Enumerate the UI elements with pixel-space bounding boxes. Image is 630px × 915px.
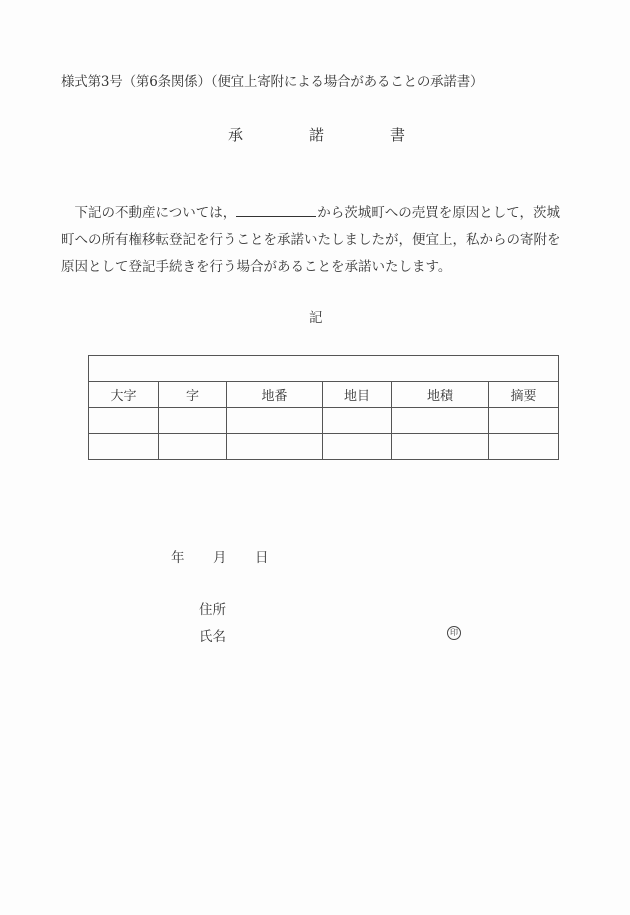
body-line-1-after: から茨城町への売買を原因として，茨城: [317, 205, 560, 221]
cell-chimoku[interactable]: [323, 408, 392, 434]
table-row: [89, 408, 559, 434]
header-chiseki: 地積: [392, 382, 489, 408]
title-char-1: 承: [228, 126, 244, 144]
header-chimoku: 地目: [323, 382, 392, 408]
body-line-2: 町への所有権移転登記を行うことを承諾いたしましたが，便宜上，私からの寄附を: [61, 232, 561, 248]
cell-aza[interactable]: [159, 408, 227, 434]
header-tekiyo: 摘要: [489, 382, 559, 408]
date-month-label: 月: [213, 550, 227, 566]
cell-aza[interactable]: [159, 434, 227, 460]
cell-tekiyo[interactable]: [489, 434, 559, 460]
body-line-1: [61, 200, 581, 227]
title-char-2: 諾: [309, 126, 325, 144]
seal-icon: 印: [447, 626, 461, 640]
table-header-row: [89, 382, 559, 408]
seller-name-blank[interactable]: [236, 202, 316, 217]
cell-chiban[interactable]: [227, 408, 323, 434]
cell-tekiyo[interactable]: [489, 408, 559, 434]
cell-chiseki[interactable]: [392, 408, 489, 434]
cell-chiban[interactable]: [227, 434, 323, 460]
cell-oaza[interactable]: [89, 408, 159, 434]
consent-body: [61, 200, 581, 281]
table-title-cell[interactable]: [89, 356, 559, 382]
title-char-3: 書: [390, 126, 406, 144]
header-chiban: 地番: [227, 382, 323, 408]
property-table: [88, 355, 559, 460]
cell-oaza[interactable]: [89, 434, 159, 460]
address-label: 住所: [199, 602, 226, 618]
table-title-row: [89, 356, 559, 382]
table-row: [89, 434, 559, 460]
form-number-heading: 様式第3号（第6条関係）（便宜上寄附による場合があることの承諾書）: [61, 74, 484, 90]
ki-label: 記: [309, 310, 323, 326]
body-line-1-before: 下記の不動産については，: [61, 205, 237, 221]
body-line-3: 原因として登記手続きを行う場合があることを承諾いたします。: [61, 259, 452, 275]
cell-chimoku[interactable]: [323, 434, 392, 460]
date-day-label: 日: [255, 550, 269, 566]
date-year-label: 年: [171, 550, 185, 566]
header-aza: 字: [159, 382, 227, 408]
name-label: 氏名: [199, 629, 226, 645]
cell-chiseki[interactable]: [392, 434, 489, 460]
header-oaza: 大字: [89, 382, 159, 408]
